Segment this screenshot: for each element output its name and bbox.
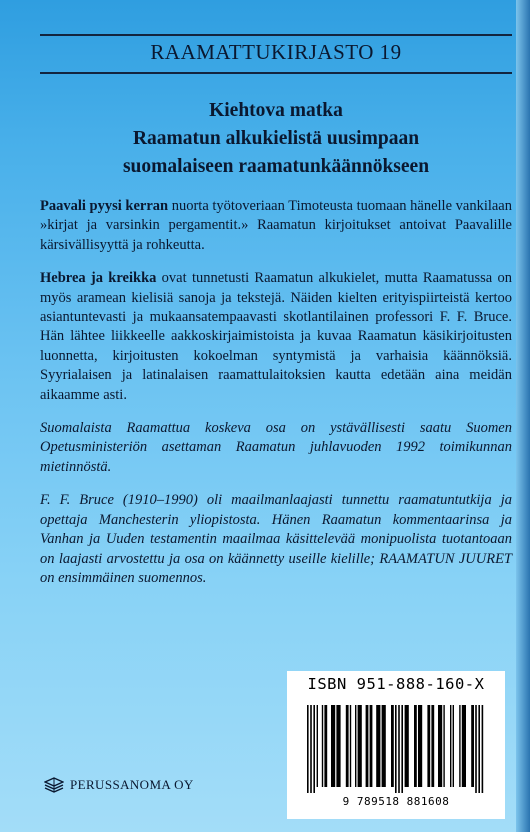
series-underline-rule bbox=[40, 72, 512, 74]
headline-line-3: suomalaiseen raamatunkäännökseen bbox=[122, 156, 430, 177]
headline bbox=[40, 97, 512, 181]
paragraph-languages-lead: Hebrea ja kreikka bbox=[40, 270, 157, 287]
barcode-number: 9 789518 881608 bbox=[342, 795, 450, 808]
blurb-text bbox=[40, 197, 512, 602]
paragraph-languages-body: ovat tunnetusti Raamatun alkukielet, mutta Raamatussa on myös aramean kielisiä sanoja ja tekstejä. Näiden kielten erityispiirteistä kertoo asiantuntevasti ja mukaansatempaavasti skotlantilainen professori F. F. Bruce. Hän lähtee liikkeelle aakkoskirjaimistoista ja kuvaa Raamatun käsikirjoitusten luonnetta, kirjoitusten kokoelman syntymistä ja varhaisia käännöksiä. Syyrialaisen ja latinalaisen raamattulaitoksien kautta edetään aina meidän aikaamme asti. bbox=[40, 270, 512, 403]
publisher-mark bbox=[44, 776, 194, 794]
top-rule bbox=[40, 34, 512, 36]
publisher-name: PERUSSANOMA OY bbox=[70, 777, 194, 792]
paragraph-paul-body: nuorta työtoveriaan Timoteusta tuomaan hänelle vankilaan »kirjat ja varsinkin pergamentit.» Raamatun kirjoitukset antoivat Paavalille kärsivällisyyttä ja rohkeutta. bbox=[40, 198, 512, 253]
paragraph-paul-lead: Paavali pyysi kerran bbox=[40, 198, 169, 214]
headline-line-2: Raamatun alkukielistä uusimpaan bbox=[132, 128, 420, 149]
barcode-box bbox=[287, 671, 505, 819]
paragraph-paul bbox=[40, 197, 512, 255]
headline-line-1: Kiehtova matka bbox=[209, 100, 343, 121]
isbn-label: ISBN 951-888-160-X bbox=[307, 675, 485, 693]
paragraph-languages bbox=[40, 269, 512, 405]
paragraph-finnish-bible-note: Suomalaista Raamattua koskeva osa on ystävällisesti saatu Suomen Opetusministeriön asettaman Raamatun juhlavuoden 1992 toimikunnan mietinnöstä. bbox=[40, 420, 512, 475]
spine-edge bbox=[516, 0, 530, 832]
barcode-bars bbox=[305, 705, 493, 793]
series-title: RAAMATTUKIRJASTO 19 bbox=[150, 40, 402, 64]
book-stack-logo-icon bbox=[44, 776, 64, 794]
paragraph-author-bio: F. F. Bruce (1910–1990) oli maailmanlaajasti tunnettu raamatuntutkija ja opettaja Manchesterin yliopistosta. Hänen Raamatun kommentaarinsa ja Vanhan ja Uuden testamentin maailmaa käsittelevää monipuolista tuotantoaan on laajasti arvostettu ja osa on käännetty useille kielille; RAAMATUN JUURET on ensimmäinen suomennos. bbox=[40, 492, 512, 586]
